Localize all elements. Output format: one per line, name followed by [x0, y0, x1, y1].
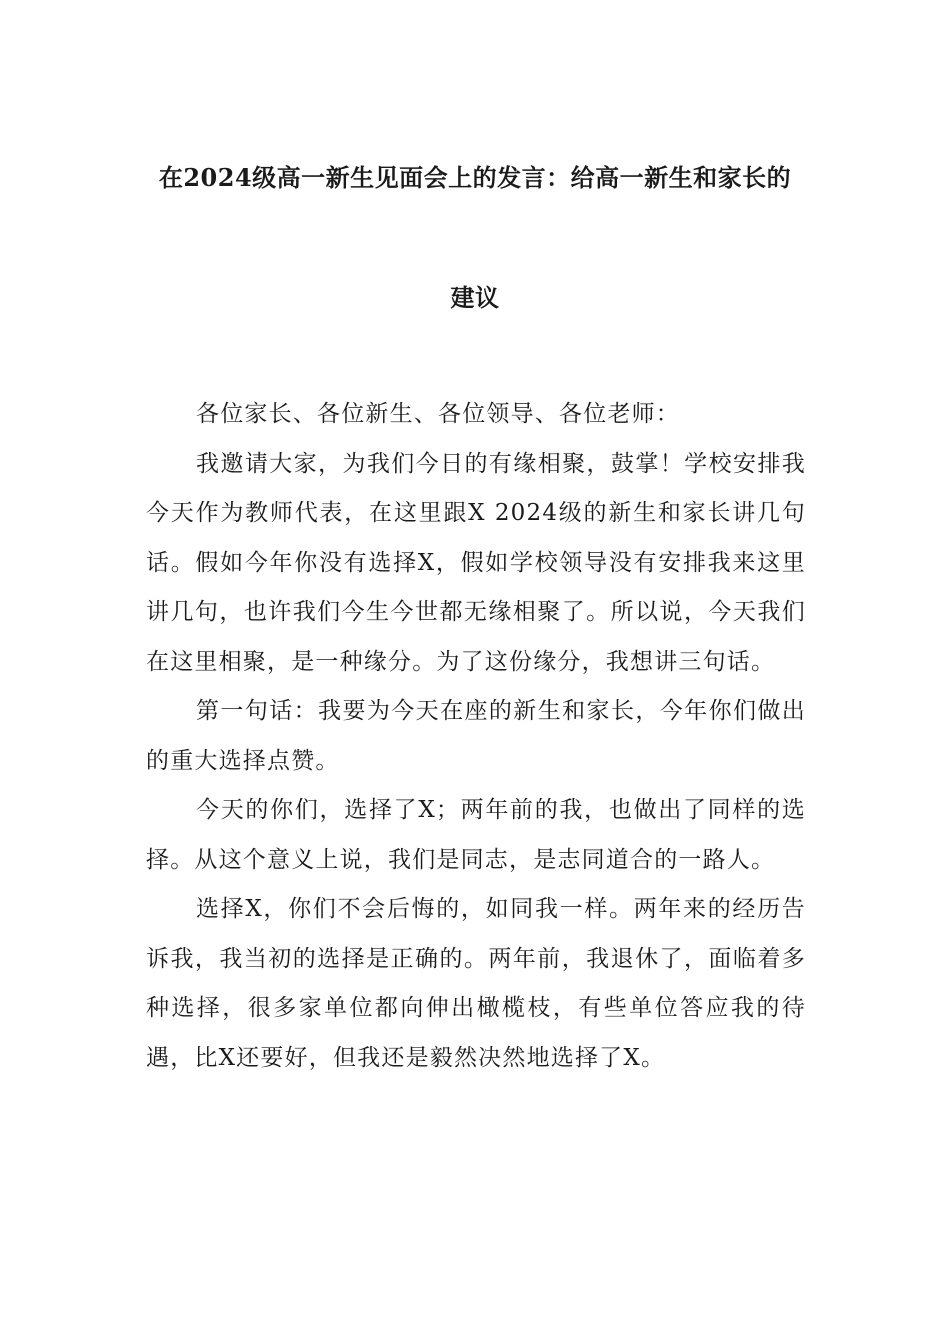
body-paragraph: 我邀请大家，为我们今日的有缘相聚，鼓掌！学校安排我今天作为教师代表，在这里跟X 2024级的新生和家长讲几句话。假如今年你没有选择X，假如学校领导没有安排我来这里讲几句，也许我们今生今世都无缘相聚了。所以说，今天我们在这里相聚，是一种缘分。为了这份缘分，我想讲三句话。: [146, 450, 806, 675]
document-title-line-2: 建议: [450, 283, 500, 312]
body-paragraph: 第一句话：我要为今天在座的新生和家长，今年你们做出的重大选择点赞。: [146, 698, 806, 774]
salutation-paragraph: 各位家长、各位新生、各位领导、各位老师：: [196, 401, 680, 427]
body-paragraph: 今天的你们，选择了X；两年前的我，也做出了同样的选择。从这个意义上说，我们是同志，是志同道合的一路人。: [146, 797, 806, 873]
document-body: [146, 390, 806, 1083]
body-paragraph: 选择X，你们不会后悔的，如同我一样。两年来的经历告诉我，我当初的选择是正确的。两年前，我退休了，面临着多种选择，很多家单位都向伸出橄榄枝，有些单位答应我的待遇，比X还要好，但我还是毅然决然地选择了X。: [146, 896, 806, 1071]
document-title-line-1: 在2024级高一新生见面会上的发言：给高一新生和家长的: [158, 163, 792, 192]
